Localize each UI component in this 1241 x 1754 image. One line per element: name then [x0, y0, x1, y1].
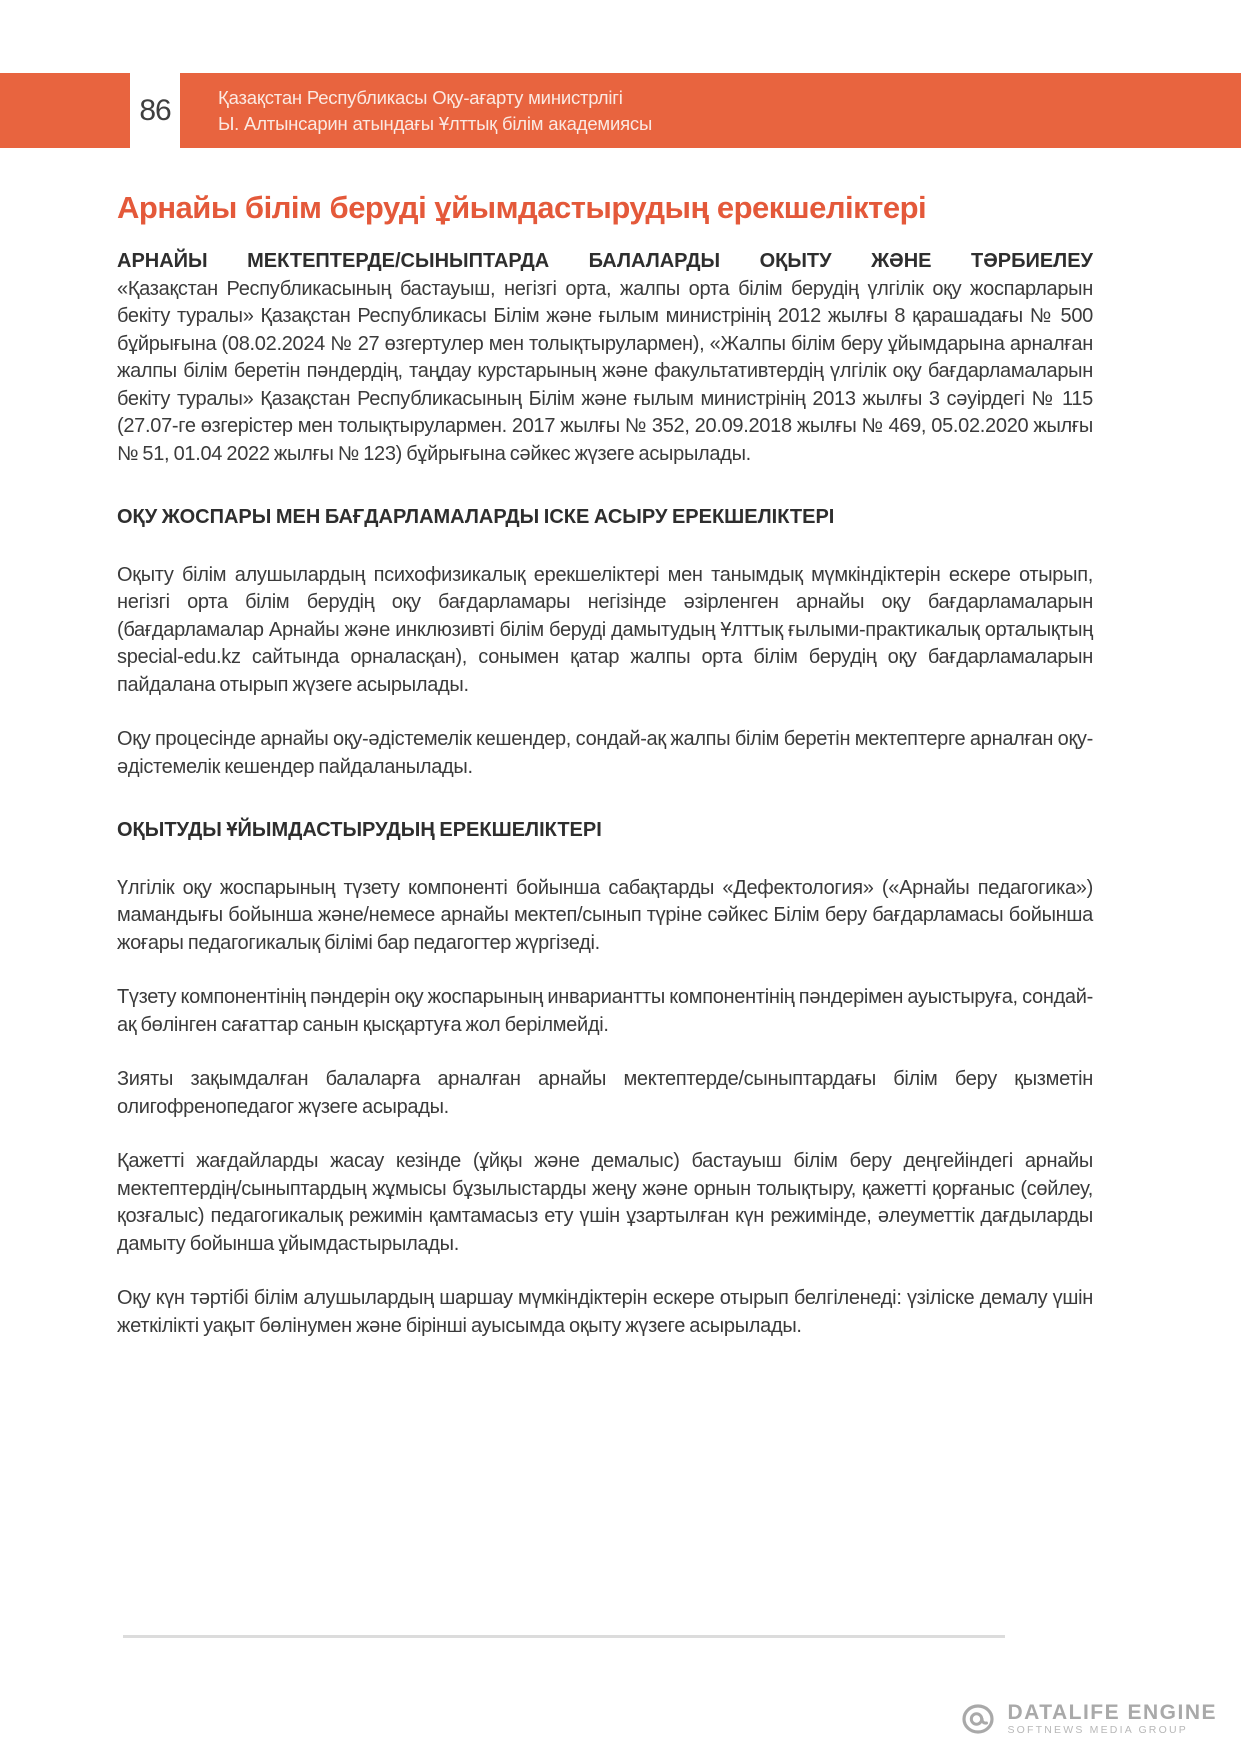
page-number: 86: [139, 93, 171, 127]
datalife-engine-logo: [959, 1700, 1217, 1738]
logo-brand-text: DATALIFE ENGINE: [1007, 1700, 1217, 1724]
paragraph: «Қазақстан Республикасының бастауыш, негізгі орта, жалпы орта білім берудің үлгілік оқу жоспарларын бекіту туралы» Қазақстан Республикасы Білім және ғылым министрінің 2012 жылғы 8 қарашадағы № 500 бұйрығына (08.02.2024 № 27 өзгертулер мен толықтырулармен), «Жалпы білім беру ұйымдарына арналған жалпы білім беретін пәндердің, таңдау курстарының және факультативтердің үлгілік оқу бағдарламаларын бекіту туралы» Қазақстан Республикасының Білім және ғылым министрінің 2013 жылғы 3 сәуірдегі № 115 (27.07-ге өзгерістер мен толықтырулармен. 2017 жылғы № 352, 20.09.2018 жылғы № 469, 05.02.2020 жылғы № 51, 01.04 2022 жылғы № 123) бұйрығына сәйкес жүзеге асырылады.: [117, 277, 1093, 465]
section-heading-3: ОҚЫТУДЫ ҰЙЫМДАСТЫРУДЫҢ ЕРЕКШЕЛІКТЕРІ: [117, 819, 602, 841]
paragraph: Оқу процесінде арнайы оқу-әдістемелік кешендер, сондай-ақ жалпы білім беретін мектептерге арналған оқу-әдістемелік кешендер пайдаланылады.: [117, 728, 1093, 778]
header-banner: [180, 73, 1241, 148]
document-body: [117, 248, 1093, 1367]
logo-tagline-text: SOFTNEWS MEDIA GROUP: [1007, 1723, 1188, 1736]
paragraph: Қажетті жағдайларды жасау кезінде (ұйқы және демалыс) бастауыш білім беру деңгейіндегі арнайы мектептердің/сыныптардың жұмысы бұзылыстарды жеңу және орнын толықтыру, қажетті қорғаныс (сөйлеу, қозғалыс) педагогикалық режимін қамтамасыз ету үшін ұзартылған күн режимінде, әлеуметтік дағдыларды дамыту бойынша ұйымдастырылады.: [117, 1150, 1093, 1255]
header-org-line-1: Қазақстан Республикасы Оқу-ағарту министрлігі: [218, 86, 623, 108]
paragraph: Оқу күн тәртібі білім алушылардың шаршау мүмкіндіктерін ескере отырып белгіленеді: үзіліске демалу үшін жеткілікті уақыт бөлінумен және бірінші ауысымда оқыту жүзеге асырылады.: [117, 1287, 1093, 1337]
paragraph: Түзету компонентінің пәндерін оқу жоспарының инвариантты компонентінің пәндерімен ауыстыруға, сондай-ақ бөлінген сағаттар санын қысқартуға жол берілмейді.: [117, 986, 1093, 1036]
eye-icon: [959, 1700, 997, 1738]
section-heading-2: ОҚУ ЖОСПАРЫ МЕН БАҒДАРЛАМАЛАРДЫ ІСКЕ АСЫРУ ЕРЕКШЕЛІКТЕРІ: [117, 506, 835, 528]
section-heading-1: АРНАЙЫ МЕКТЕПТЕРДЕ/СЫНЫПТАРДА БАЛАЛАРДЫ ОҚЫТУ ЖӘНЕ ТӘРБИЕЛЕУ: [117, 250, 1093, 272]
paragraph: Зияты зақымдалған балаларға арналған арнайы мектептерде/сыныптардағы білім беру қызметін олигофренопедагог жүзеге асырады.: [117, 1068, 1093, 1118]
paragraph: Оқыту білім алушылардың психофизикалық ерекшеліктері мен танымдық мүмкіндіктерін ескере отырып, негізгі орта білім берудің оқу бағдарламары негізінде әзірленген арнайы оқу бағдарламаларын (бағдарламалар Арнайы және инклюзивті білім беруді дамытудың Ұлттық ғылыми-практикалық орталықтың special-edu.kz сайтында орналасқан), сонымен қатар жалпы орта білім берудің оқу бағдарламаларын пайдалана отырып жүзеге асырылады.: [117, 563, 1093, 696]
divider: [123, 1635, 1005, 1638]
paragraph: Үлгілік оқу жоспарының түзету компоненті бойынша сабақтарды «Дефектология» («Арнайы педагогика») мамандығы бойынша және/немесе арнайы мектеп/сынып түріне сәйкес Білім беру бағдарламасы бойынша жоғары педагогикалық білімі бар педагогтер жүргізеді.: [117, 876, 1093, 954]
page-title: Арнайы білім беруді ұйымдастырудың ерекшеліктері: [117, 190, 927, 225]
header-accent-strip: [0, 73, 130, 148]
header-org-line-2: Ы. Алтынсарин атындағы Ұлттық білім академиясы: [218, 112, 653, 134]
